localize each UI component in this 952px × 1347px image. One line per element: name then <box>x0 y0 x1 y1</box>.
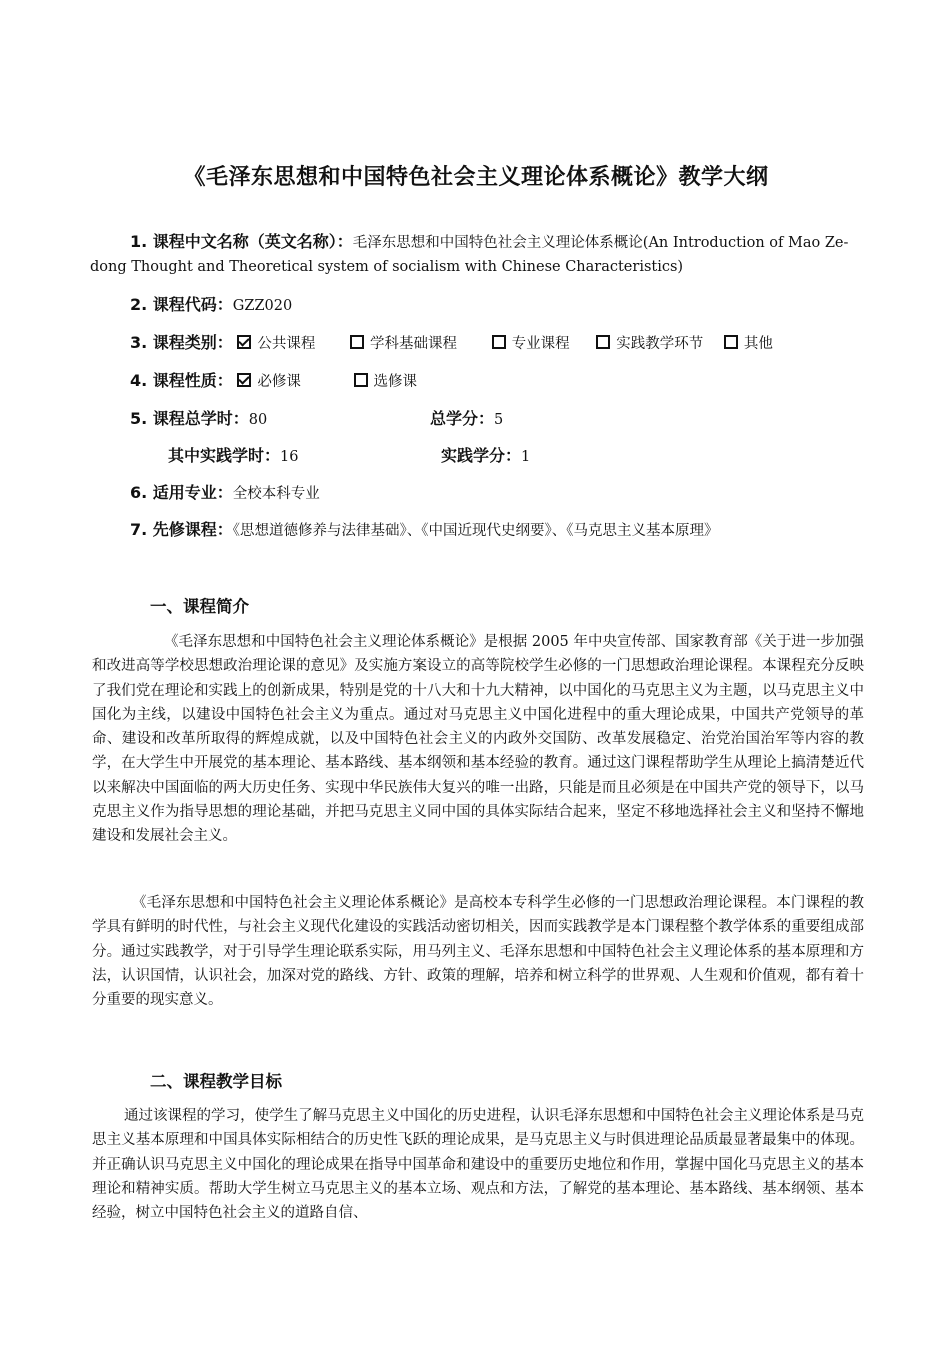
nature-option-required[interactable]: 必修课 <box>237 370 301 391</box>
category-option-public[interactable]: 公共课程 <box>237 332 315 353</box>
course-code-label: 2. 课程代码： <box>130 295 233 314</box>
total-hours-value: 80 <box>248 412 268 428</box>
total-credit-label: 总学分： <box>430 409 495 428</box>
checked-box-icon <box>237 373 251 387</box>
prerequisite-item <box>130 517 719 540</box>
practice-hours-item <box>168 443 298 466</box>
total-credit-value: 5 <box>494 412 504 428</box>
category-option-practice[interactable]: 实践教学环节 <box>596 332 703 353</box>
practice-credit-label: 实践学分： <box>441 446 522 465</box>
prerequisite-value: 《思想道德修养与法律基础》、《中国近现代史纲要》、《马克思主义基本原理》 <box>232 523 719 539</box>
checked-box-icon <box>237 335 251 349</box>
category-option-basic[interactable]: 学科基础课程 <box>350 332 457 353</box>
course-code-item <box>130 292 292 315</box>
course-category-item <box>130 330 773 353</box>
practice-credit-item <box>441 443 530 466</box>
applicable-major-value: 全校本科专业 <box>232 486 320 502</box>
total-hours-item <box>130 406 267 429</box>
practice-hours-value: 16 <box>280 449 299 465</box>
practice-credit-value: 1 <box>521 449 531 465</box>
checkbox-icon <box>724 335 738 349</box>
total-hours-label: 5. 课程总学时： <box>130 409 249 428</box>
applicable-major-label: 6. 适用专业： <box>130 483 233 502</box>
section-heading-intro: 一、课程简介 <box>150 597 249 616</box>
course-name-label: 1. 课程中文名称（英文名称）： <box>130 232 353 251</box>
course-name-item <box>90 230 870 279</box>
document-title: 《毛泽东思想和中国特色社会主义理论体系概论》教学大纲 <box>183 165 769 190</box>
checkbox-icon <box>492 335 506 349</box>
course-nature-label: 4. 课程性质： <box>130 371 233 390</box>
checkbox-icon <box>596 335 610 349</box>
category-option-major[interactable]: 专业课程 <box>492 332 570 353</box>
course-name-value: 毛泽东思想和中国特色社会主义理论体系概论(An Introduction of Mao Ze-dong Thought and Theoretical system of socialism with Chinese Characteristics) <box>90 235 849 275</box>
checkbox-icon <box>350 335 364 349</box>
course-nature-item <box>130 368 417 391</box>
course-code-value: GZZ020 <box>232 298 293 314</box>
objectives-paragraph-1: 通过该课程的学习，使学生了解马克思主义中国化的历史进程，认识毛泽东思想和中国特色社会主义理论体系是马克思主义基本原理和中国具体实际相结合的历史性飞跃的理论成果，是马克思主义与时俱进理论品质最显著最集中的体现。并正确认识马克思主义中国化的理论成果在指导中国革命和建设中的重要历史地位和作用，掌握中国化马克思主义的基本理论和精神实质。帮助大学生树立马克思主义的基本立场、观点和方法，了解党的基本理论、基本路线、基本纲领、基本经验，树立中国特色社会主义的道路自信、 <box>92 1108 864 1222</box>
nature-option-elective[interactable]: 选修课 <box>354 370 418 391</box>
prerequisite-label: 7. 先修课程： <box>130 520 233 539</box>
total-credit-item <box>430 406 503 429</box>
checkbox-icon <box>354 373 368 387</box>
category-option-other[interactable]: 其他 <box>724 332 773 353</box>
practice-hours-label: 其中实践学时： <box>168 446 281 465</box>
applicable-major-item <box>130 480 320 503</box>
intro-paragraph-1: 《毛泽东思想和中国特色社会主义理论体系概论》是根据 2005 年中央宣传部、国家教育部《关于进一步加强和改进高等学校思想政治理论课的意见》及实施方案设立的高等院校学生必修的一门思想政治理论课程。本课程充分反映了我们党在理论和实践上的创新成果，特别是党的十八大和十九大精神，以中国化的马克思主义为主题，以马克思主义中国化为主线，以建设中国特色社会主义为重点。通过对马克思主义中国化进程中的重大理论成果，中国共产党领导的革命、建设和改革所取得的辉煌成就，以及中国特色社会主义的内政外交国防、改革发展稳定、治党治国治军等内容的教学，在大学生中开展党的基本理论、基本路线、基本纲领和基本经验的教育。通过这门课程帮助学生从理论上搞清楚近代以来解决中国面临的两大历史任务、实现中华民族伟大复兴的唯一出路，只能是而且必须是在中国共产党的领导下，以马克思主义作为指导思想的理论基础，并把马克思主义同中国的具体实际结合起来，坚定不移地选择社会主义和坚持不懈地建设和发展社会主义。 <box>92 634 864 845</box>
course-category-label: 3. 课程类别： <box>130 333 233 352</box>
section-heading-objectives: 二、课程教学目标 <box>150 1072 282 1091</box>
intro-paragraph-2: 《毛泽东思想和中国特色社会主义理论体系概论》是高校本专科学生必修的一门思想政治理论课程。本门课程的教学具有鲜明的时代性，与社会主义现代化建设的实践活动密切相关，因而实践教学是本门课程整个教学体系的重要组成部分。通过实践教学，对于引导学生理论联系实际，用马列主义、毛泽东思想和中国特色社会主义理论体系的基本原理和方法，认识国情，认识社会，加深对党的路线、方针、政策的理解，培养和树立科学的世界观、人生观和价值观，都有着十分重要的现实意义。 <box>92 895 864 1009</box>
